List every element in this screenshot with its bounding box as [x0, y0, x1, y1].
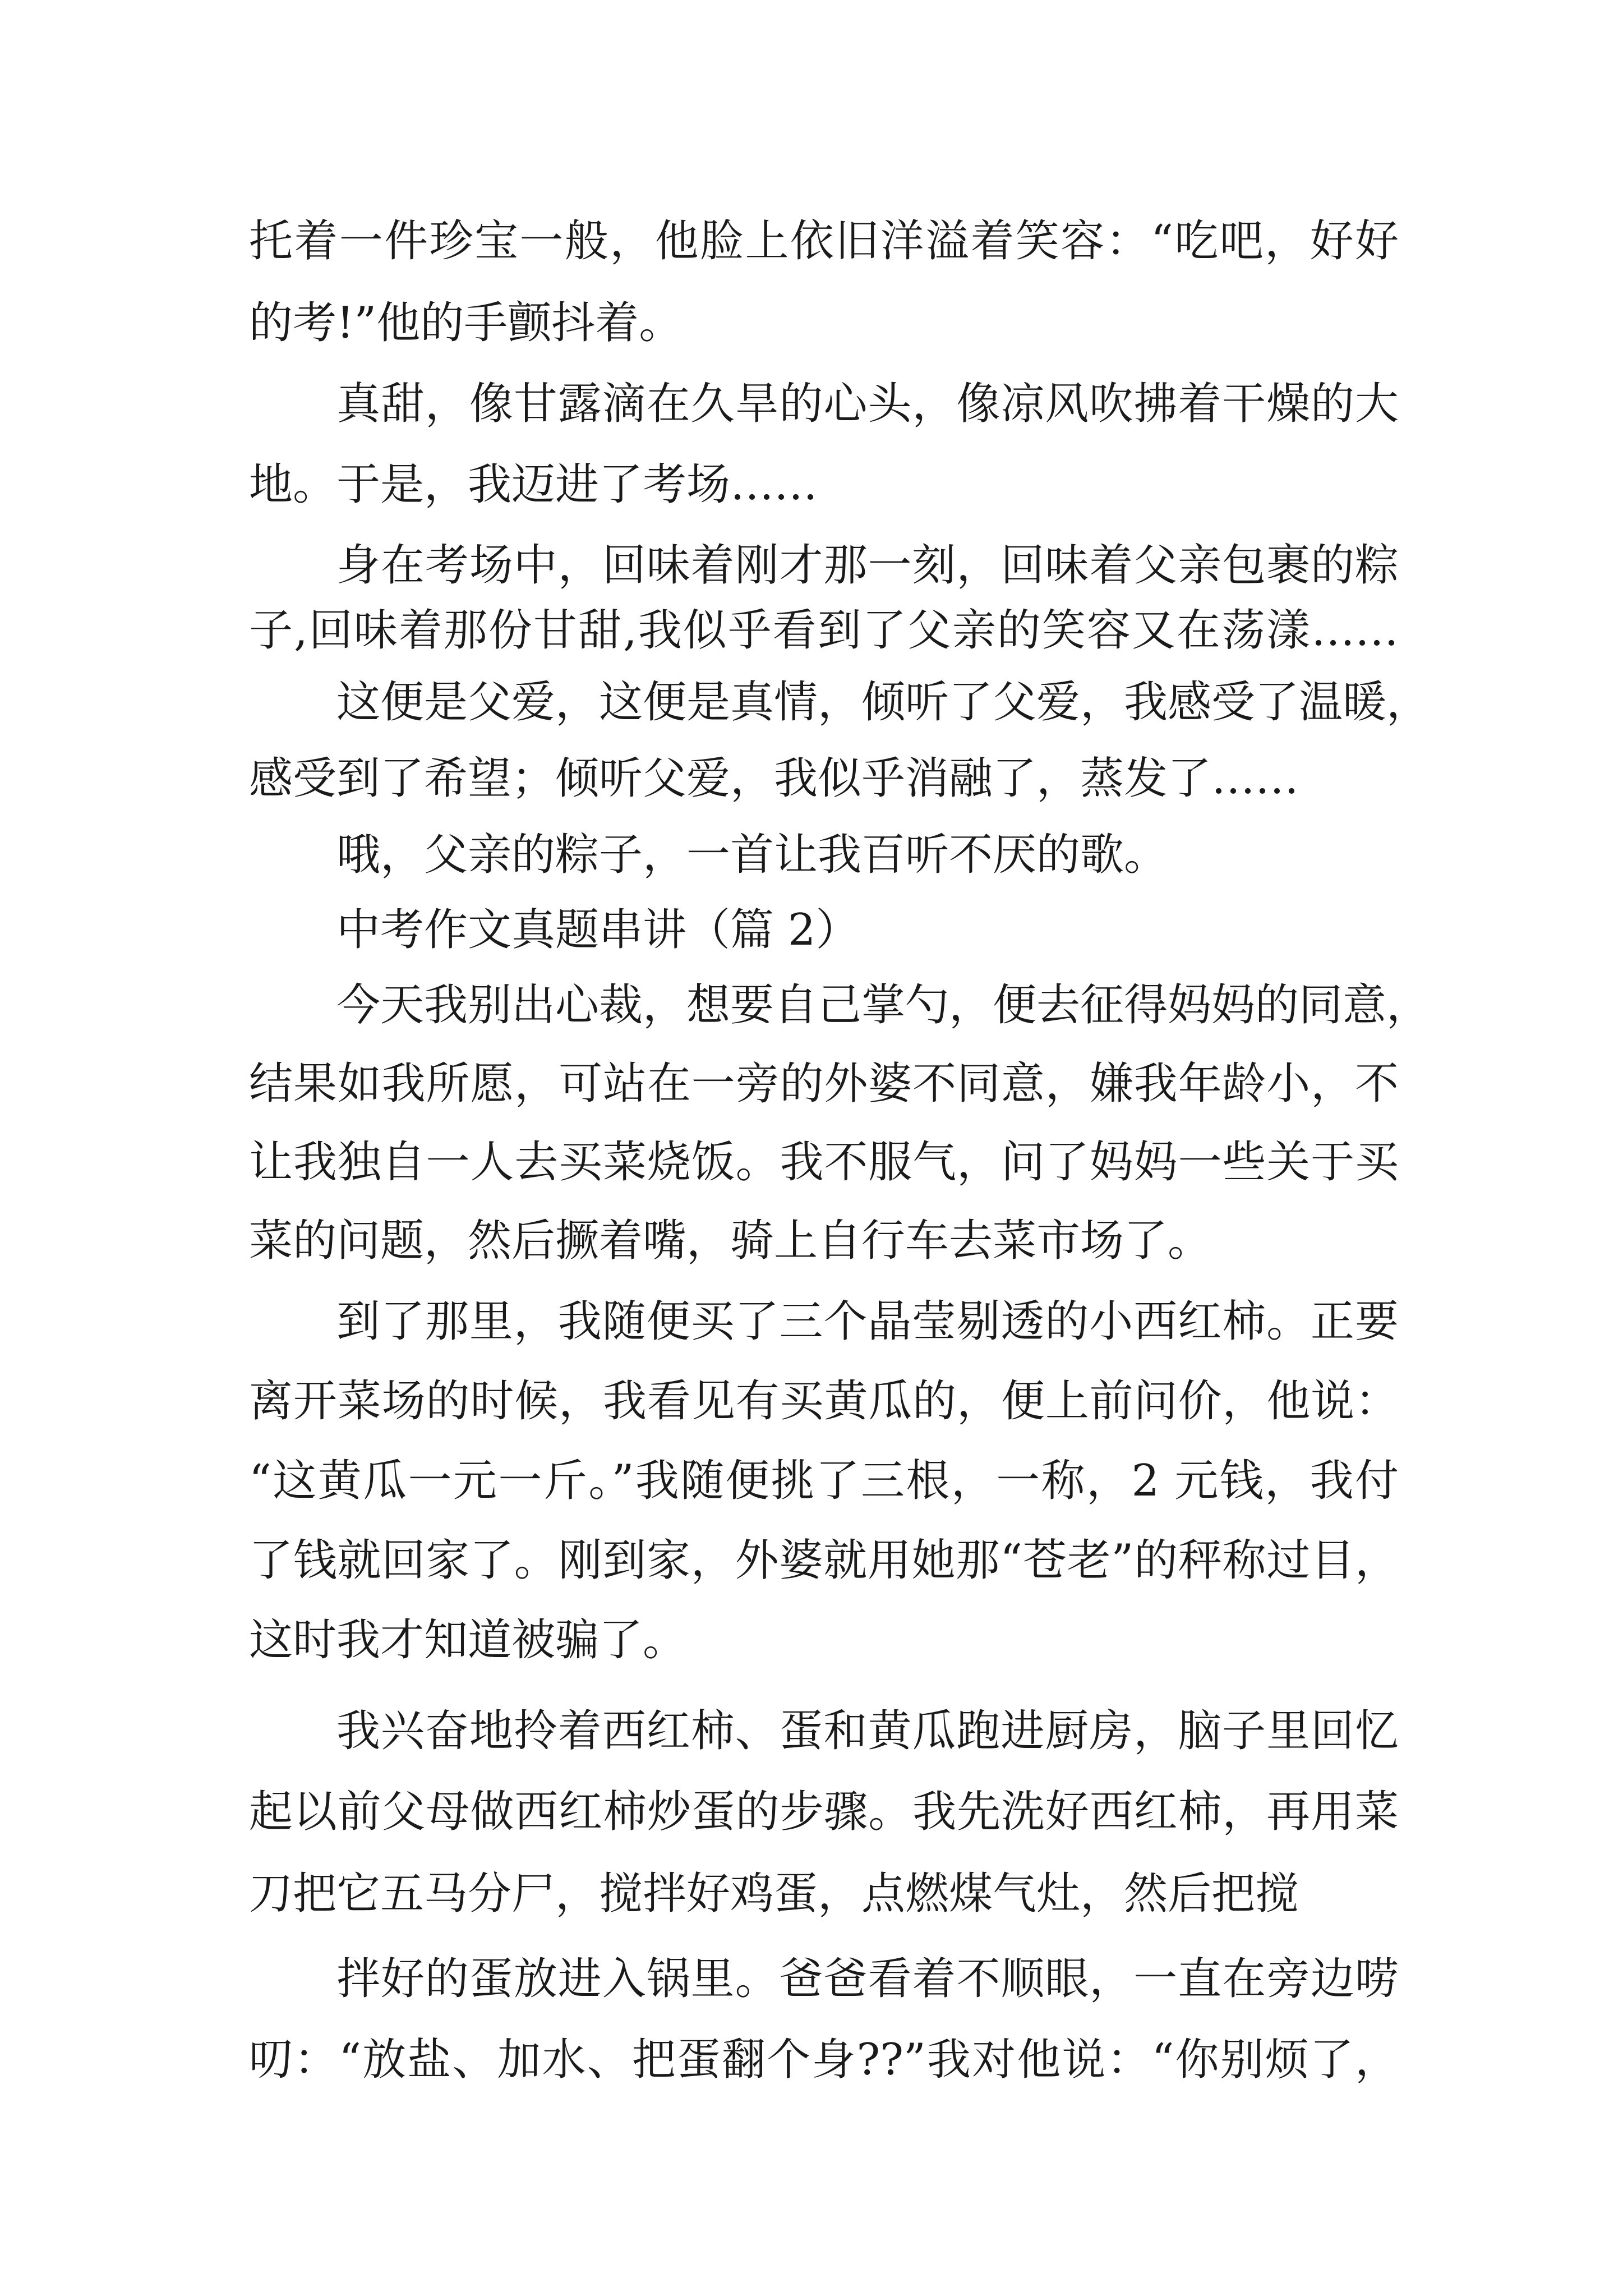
text-line-4: 地。于是，我迈进了考场……: [249, 459, 818, 510]
paragraph-start-line: 这便是父爱，这便是真情，倾听了父爱，我感受了温暖，: [336, 677, 1431, 728]
text-line-19: 这时我才知道被骗了。: [249, 1615, 687, 1665]
section-heading: 中考作文真题串讲（篇 2）: [336, 905, 860, 955]
paragraph-start-line: 到了那里，我随便买了三个晶莹剔透的小西红柿。正要: [336, 1296, 1399, 1347]
text-line-1: 托着一件珍宝一般，他脸上依旧洋溢着笑容：“吃吧，好好: [249, 216, 1399, 266]
paragraph-start-line: 拌好的蛋放进入锅里。爸爸看着不顺眼，一直在旁边唠: [336, 1954, 1399, 2004]
paragraph-start-line: 今天我别出心裁，想要自己掌勺，便去征得妈妈的同意，: [336, 980, 1431, 1030]
paragraph-start-line: 身在考场中，回味着刚才那一刻，回味着父亲包裹的粽: [336, 540, 1399, 591]
text-line-2: 的考!”他的手颤抖着。: [249, 298, 683, 348]
paragraph-start-line: 真甜，像甘露滴在久旱的心头，像凉风吹拂着干燥的大: [336, 379, 1399, 429]
text-line-22: 刀把它五马分尸，搅拌好鸡蛋，点燃煤气灶，然后把搅: [249, 1869, 1299, 1919]
text-line-14: 菜的问题，然后撅着嘴，骑上自行车去菜市场了。: [249, 1216, 1212, 1266]
paragraph-start-line: 哦，父亲的粽子，一首让我百听不厌的歌。: [336, 830, 1168, 880]
text-line-18: 了钱就回家了。刚到家，外婆就用她那“苍老”的秤称过目，: [249, 1535, 1399, 1586]
text-line-13: 让我独自一人去买菜烧饭。我不服气，问了妈妈一些关于买: [249, 1137, 1399, 1188]
text-line-12: 结果如我所愿，可站在一旁的外婆不同意，嫌我年龄小，不: [249, 1059, 1399, 1109]
text-line-17: “这黄瓜一元一斤。”我随便挑了三根，一称，2 元钱，我付: [249, 1456, 1399, 1506]
text-line-24: 叨：“放盐、加水、把蛋翻个身??”我对他说：“你别烦了，: [249, 2035, 1399, 2085]
text-line-21: 起以前父母做西红柿炒蛋的步骤。我先洗好西红柿，再用菜: [249, 1787, 1399, 1837]
text-line-6: 子,回味着那份甘甜,我似乎看到了父亲的笑容又在荡漾……: [249, 605, 1399, 656]
paragraph-start-line: 我兴奋地拎着西红柿、蛋和黄瓜跑进厨房，脑子里回忆: [336, 1706, 1399, 1756]
text-line-8: 感受到了希望；倾听父爱，我似乎消融了，蒸发了……: [249, 753, 1299, 804]
text-line-16: 离开菜场的时候，我看见有买黄瓜的，便上前问价，他说：: [249, 1376, 1399, 1427]
